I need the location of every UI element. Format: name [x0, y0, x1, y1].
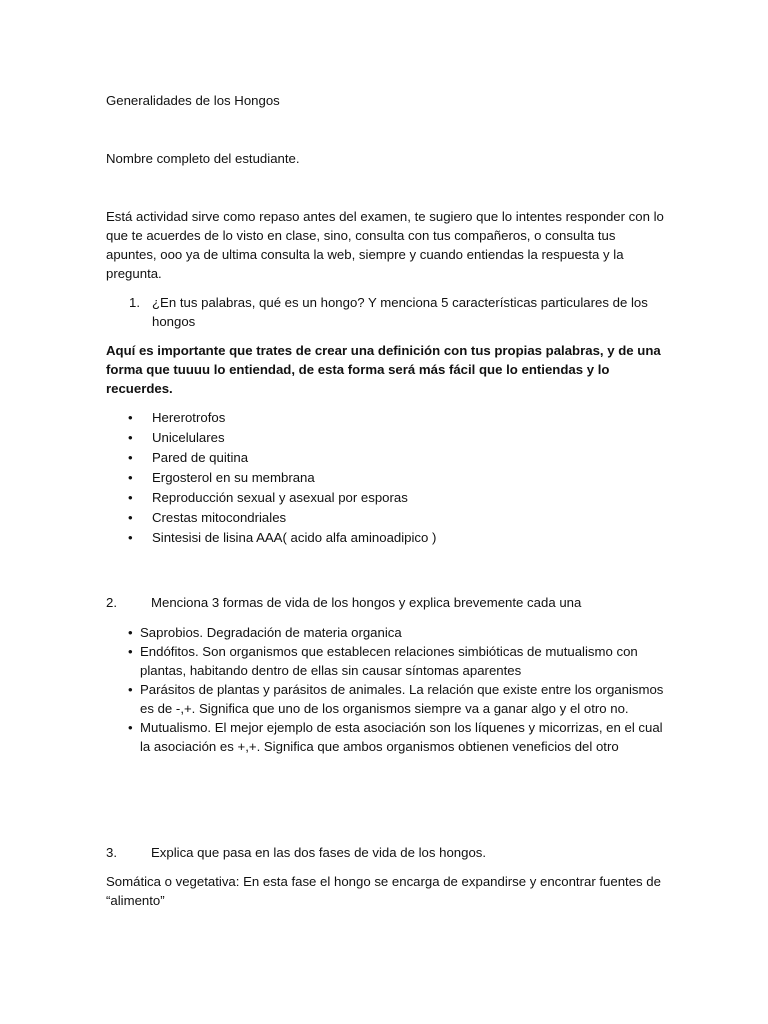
list-item: • Crestas mitocondriales: [128, 510, 287, 525]
list-item: • Parásitos de plantas y parásitos de animales. La relación que existe entre los organismos es de -,+. Significa que uno de los organismos siempre va a ganar algo y el otro no.: [128, 682, 664, 716]
bullet-icon: •: [128, 450, 133, 465]
list-item: • Reproducción sexual y asexual por esporas: [128, 490, 408, 505]
bullet-icon: •: [128, 510, 133, 525]
question-3: [106, 843, 666, 862]
bullet-icon: •: [128, 490, 133, 505]
list-item: • Saprobios. Degradación de materia organica: [128, 625, 402, 640]
student-name-label: Nombre completo del estudiante.: [106, 151, 300, 166]
list-item: • Endófitos. Son organismos que establecen relaciones simbióticas de mutualismo con plantas, habitando dentro de ellas sin causar síntomas aparentes: [128, 644, 638, 678]
bullet-icon: •: [128, 644, 133, 659]
question-1-text: ¿En tus palabras, qué es un hongo? Y menciona 5 características particulares de los hongos: [152, 295, 648, 329]
list-item: • Mutualismo. El mejor ejemplo de esta asociación son los líquenes y micorrizas, en el cual la asociación es +,+. Significa que ambos organismos obtienen veneficios del otro: [128, 720, 663, 754]
list-item: • Hererotrofos: [128, 410, 226, 425]
list-item: • Pared de quitina: [128, 450, 249, 465]
bullet-icon: •: [128, 410, 133, 425]
bullet-icon: •: [128, 470, 133, 485]
question-1: [129, 293, 669, 331]
list-item: • Ergosterol en su membrana: [128, 470, 315, 485]
list-item: • Sintesisi de lisina AAA( acido alfa aminoadipico ): [128, 530, 437, 545]
question-1-answer-list: [128, 408, 668, 547]
question-2-text: Menciona 3 formas de vida de los hongos y explica brevemente cada una: [151, 595, 582, 610]
list-item: • Unicelulares: [128, 430, 225, 445]
question-3-answer: Somática o vegetativa: En esta fase el hongo se encarga de expandirse y encontrar fuentes de “alimento”: [106, 874, 661, 908]
bullet-icon: •: [128, 682, 133, 697]
question-1-number: 1.: [129, 295, 140, 310]
question-3-text: Explica que pasa en las dos fases de vida de los hongos.: [151, 845, 487, 860]
question-2-number: 2.: [106, 595, 117, 610]
question-3-number: 3.: [106, 845, 117, 860]
question-1-note: Aquí es importante que trates de crear una definición con tus propias palabras, y de una forma que tuuuu lo entiendad, de esta forma será más fácil que lo entiendas y lo recuerdes.: [106, 343, 661, 396]
bullet-icon: •: [128, 720, 133, 735]
question-2: [106, 593, 666, 612]
question-2-answer-list: [128, 623, 668, 756]
bullet-icon: •: [128, 625, 133, 640]
intro-paragraph: Está actividad sirve como repaso antes del examen, te sugiero que lo intentes responder con lo que te acuerdes de lo visto en clase, sino, consulta con tus compañeros, o consulta tus apuntes, ooo ya de ultima consulta la web, siempre y cuando entiendas la respuesta y la pregunta.: [106, 209, 664, 281]
bullet-icon: •: [128, 530, 133, 545]
bullet-icon: •: [128, 430, 133, 445]
document-title: Generalidades de los Hongos: [106, 93, 280, 108]
